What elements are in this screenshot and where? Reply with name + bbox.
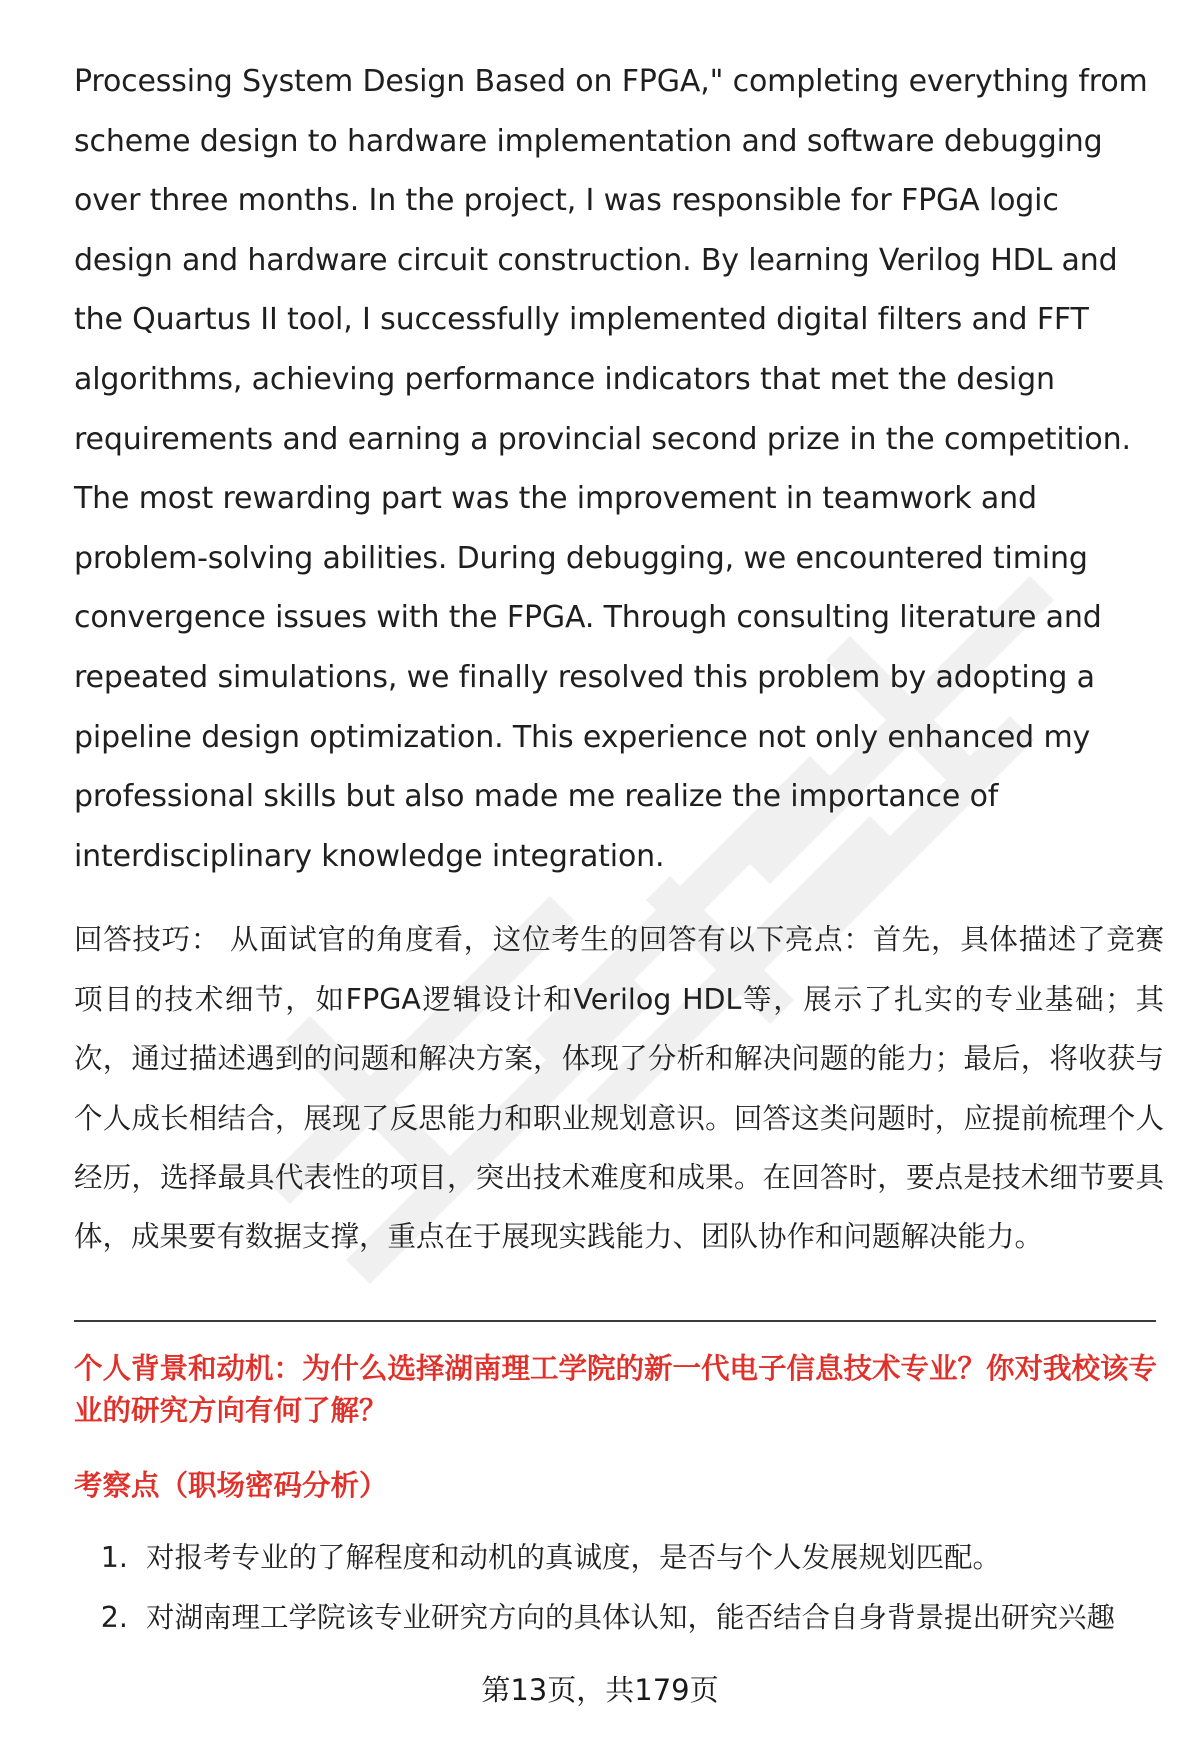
question-heading: 个人背景和动机：为什么选择湖南理工学院的新一代电子信息技术专业？你对我校该专业的研究方向有何了解？ [74,1352,1158,1427]
list-item [74,1598,1164,1638]
list-item-number: 2. [100,1601,128,1634]
section-divider [74,1320,1156,1322]
list-item-text: 对湖南理工学院该专业研究方向的具体认知，能否结合自身背景提出研究兴趣 [146,1601,1116,1634]
main-content [74,52,1164,1267]
tips-label: 回答技巧： [74,923,221,957]
analysis-title: 考察点（职场密码分析） [74,1469,388,1502]
list-item-text: 对报考专业的了解程度和动机的真诚度，是否与个人发展规划匹配。 [146,1541,1002,1574]
list-item [74,1538,1164,1578]
tips-text: 从面试官的角度看，这位考生的回答有以下亮点：首先，具体描述了竞赛项目的技术细节，如FPGA逻辑设计和Verilog HDL等，展示了扎实的专业基础；其次，通过描述遇到的问题和解决方案，体现了分析和解决问题的能力；最后，将收获与个人成长相结合，展现了反思能力和职业规划意识。回答这类问题时，应提前梳理个人经历，选择最具代表性的项目，突出技术难度和成果。在回答时，要点是技术细节要具体，成果要有数据支撑，重点在于展现实践能力、团队协作和问题解决能力。 [74,923,1164,1254]
list-item-number: 1. [100,1541,128,1574]
page-number: 第13页，共179页 [481,1673,719,1707]
answer-tips-paragraph [74,910,1164,1266]
answer-paragraph: Processing System Design Based on FPGA," completing everything from scheme design to hardware implementation and software debugging over three months. In the project, I was responsible for FPGA logic design and hardware circuit construction. By learning Verilog HDL and the Quartus II tool, I successfully implemented digital filters and FFT algorithms, achieving performance indicators that met the design requirements and earning a provincial second prize in the competition. The most rewarding part was the improvement in teamwork and problem-solving abilities. During debugging, we encountered timing convergence issues with the FPGA. Through consulting literature and repeated simulations, we finally resolved this problem by adopting a pipeline design optimization. This experience not only enhanced my professional skills but also made me realize the importance of interdisciplinary knowledge integration. [74,64,1148,874]
analysis-list [74,1538,1164,1658]
